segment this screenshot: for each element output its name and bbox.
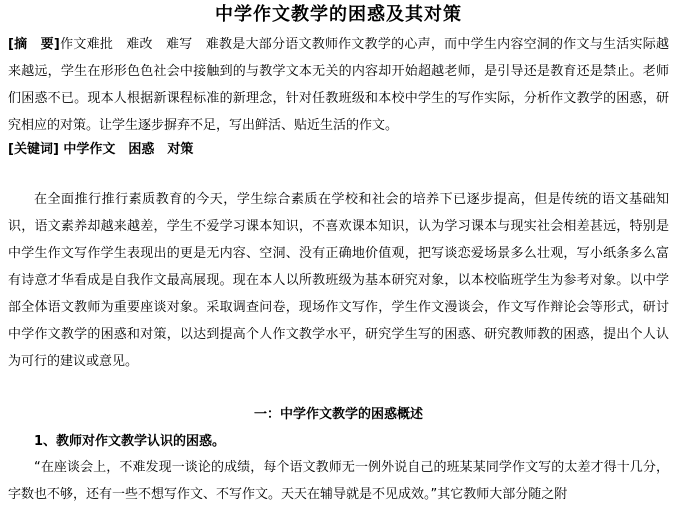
- keywords-text: 中学作文 困惑 对策: [63, 142, 194, 157]
- abstract-text: 作文难批 难改 难写 难教是大部分语文教师作文教学的心声，而中学生内容空洞的作文与生活实际越来越远，学生在形形色色社会中接触到的与教学文本无关的内容却开始超越老师，是引导还是教育还是禁止。老师们困惑不已。现本人根据新课程标准的新理念，针对任教班级和本校中学生的写作实际，分析作文教学的困惑，研究相应的对策。让学生逐步摒弃不足，写出鲜活、贴近生活的作文。: [8, 37, 669, 133]
- section-heading: 一：中学作文教学的困惑概述: [253, 407, 423, 422]
- keywords-label: [关键词]: [8, 142, 59, 157]
- document-title: 中学作文教学的困惑及其对策: [215, 4, 462, 25]
- subsection-heading: 1、教师对作文教学认识的困惑。: [34, 434, 226, 449]
- abstract-label: [摘 要]: [8, 37, 60, 52]
- abstract-paragraph: [8, 31, 669, 139]
- keywords-line: [8, 136, 669, 163]
- subsection-paragraph: “在座谈会上，不难发现一谈论的成绩，每个语文教师无一例外说自己的班某某同学作文写的太差才得十几分，字数也不够，还有一些不想写作文、不写作文。天天在辅导就是不见成效。”其它教师大部分随之附: [8, 460, 669, 502]
- intro-paragraph: 在全面推行推行素质教育的今天，学生综合素质在学校和社会的培养下已逐步提高，但是传统的语文基础知识，语文素养却越来越差，学生不爱学习课本知识，不喜欢课本知识，认为学习课本与现实社会相差甚远，特别是中学生作文写作学生表现出的更是无内容、空洞、没有正确地价值观，把写谈恋爱场景多么壮观，写小纸条多么富有诗意才华看成是自我作文最高展现。现在本人以所教班级为基本研究对象，以本校临班学生为参考对象。以中学部全体语文教师为重要座谈对象。采取调查问卷，现场作文写作，学生作文漫谈会，作文写作辩论会等形式，研讨中学作文教学的困惑和对策，以达到提高个人作文教学水平，研究学生写的困惑、研究教师教的困惑，提出个人认为可行的建议或意见。: [8, 192, 669, 369]
